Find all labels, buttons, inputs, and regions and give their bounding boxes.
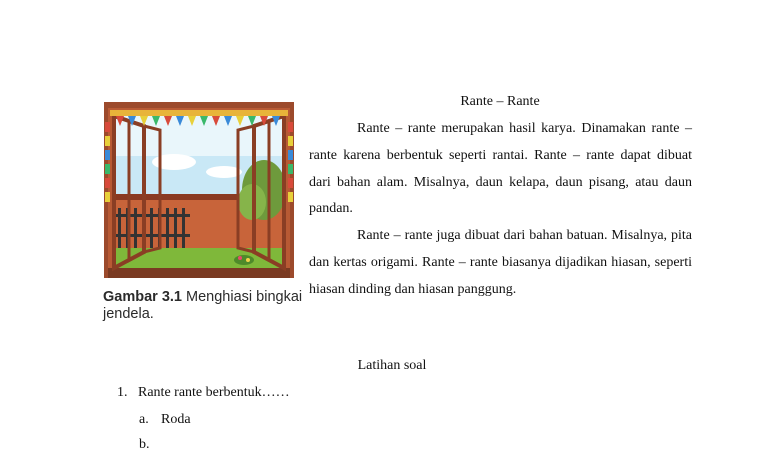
question-text: Rante rante berbentuk…… bbox=[138, 385, 290, 400]
decorated-window-image bbox=[104, 102, 294, 280]
exercise-title: Latihan soal bbox=[357, 358, 427, 373]
option-letter: b. bbox=[139, 437, 150, 452]
option-text: Roda bbox=[161, 412, 191, 427]
question-item bbox=[117, 384, 290, 402]
figure-caption-text: Menghiasi bingkai jendela. bbox=[103, 289, 303, 322]
option-letter: a. bbox=[139, 412, 149, 427]
article-title: Rante – Rante bbox=[460, 94, 540, 109]
article-paragraph: Rante – rante merupakan hasil karya. Dinamakan rante – rante karena berbentuk seperti rantai. Rante – rante dapat dibuat dari bahan alam. Misalnya, daun kelapa, daun pisang, atau daun pandan. bbox=[309, 121, 692, 217]
figure-caption bbox=[103, 289, 303, 323]
article-body bbox=[309, 116, 692, 304]
window-illustration bbox=[104, 102, 294, 280]
article-paragraph: Rante – rante juga dibuat dari bahan batuan. Misalnya, pita dan kertas origami. Rante – rante biasanya dijadikan hiasan, seperti hiasan dinding dan hiasan panggung. bbox=[309, 228, 692, 297]
answer-option-b bbox=[139, 436, 161, 454]
question-number: 1. bbox=[117, 385, 128, 400]
answer-option-a bbox=[139, 411, 191, 429]
figure-caption-number: Gambar 3.1 bbox=[103, 289, 182, 305]
